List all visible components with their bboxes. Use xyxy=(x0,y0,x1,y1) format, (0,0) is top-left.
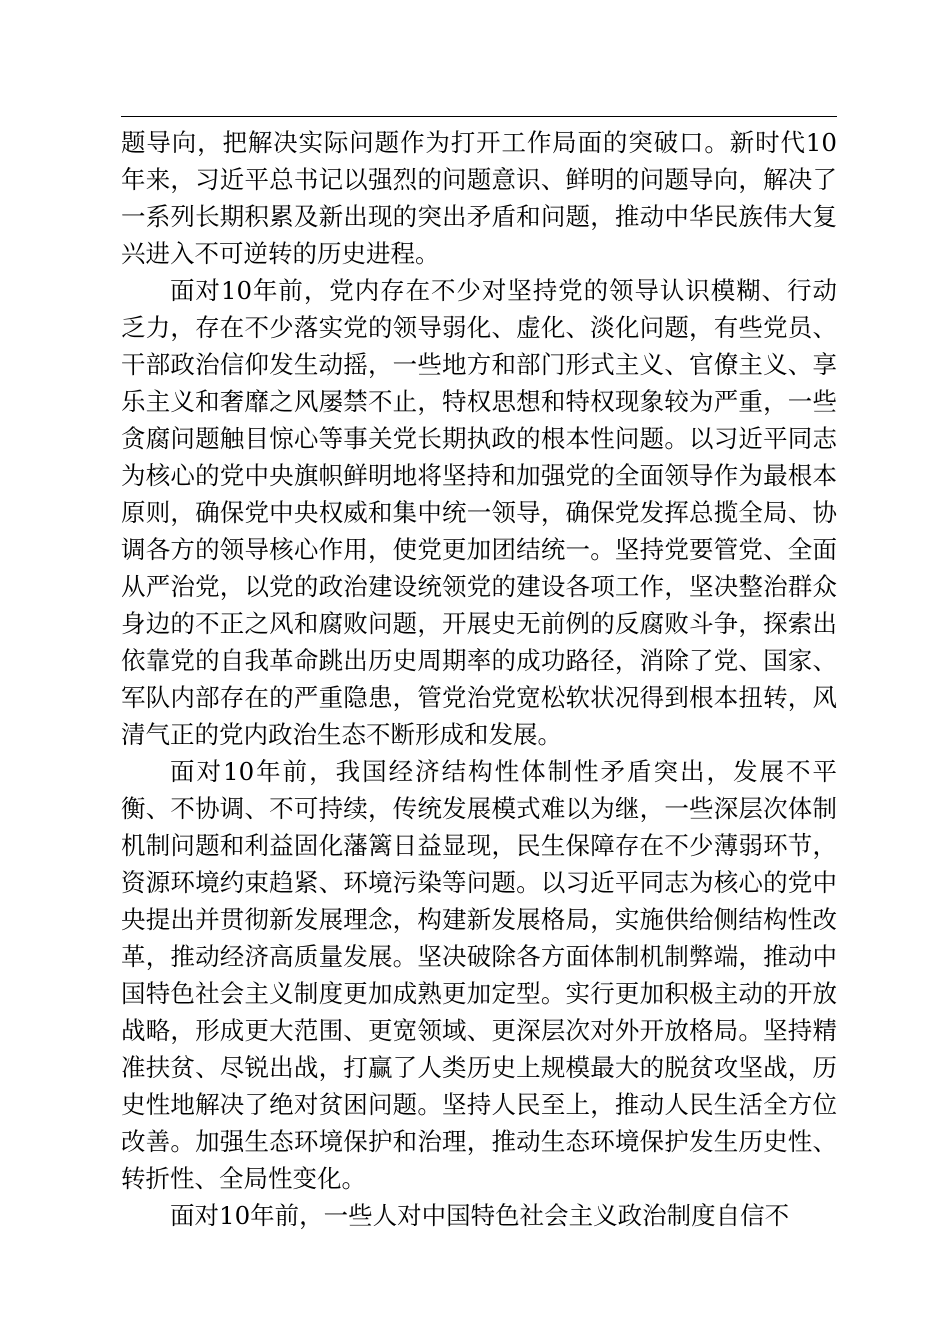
paragraph-continuation: 题导向，把解决实际问题作为打开工作局面的突破口。新时代10年来，习近平总书记以强烈的问题意识、鲜明的问题导向，解决了一系列长期积累及新出现的突出矛盾和问题，推动中华民族伟大复兴进入不可逆转的历史进程。 xyxy=(121,128,837,268)
paragraph-political-system: 面对10年前，一些人对中国特色社会主义政治制度自信不 xyxy=(170,1201,790,1230)
header-rule xyxy=(121,116,837,117)
paragraph-economy: 面对10年前，我国经济结构性体制性矛盾突出，发展不平衡、不协调、不可持续，传统发展模式难以为继，一些深层次体制机制问题和利益固化藩篱日益显现，民生保障存在不少薄弱环节，资源环境约束趋紧、环境污染等问题。以习近平同志为核心的党中央提出并贯彻新发展理念，构建新发展格局，实施供给侧结构性改革，推动经济高质量发展。坚决破除各方面体制机制弊端，推动中国特色社会主义制度更加成熟更加定型。实行更加积极主动的开放战略，形成更大范围、更宽领域、更深层次对外开放格局。坚持精准扶贫、尽锐出战，打赢了人类历史上规模最大的脱贫攻坚战，历史性地解决了绝对贫困问题。坚持人民至上，推动人民生活全方位改善。加强生态环境保护和治理，推动生态环境保护发生历史性、转折性、全局性变化。 xyxy=(121,757,837,1193)
body-text xyxy=(121,124,837,1234)
paragraph-party-leadership: 面对10年前，党内存在不少对坚持党的领导认识模糊、行动乏力，存在不少落实党的领导弱化、虚化、淡化问题，有些党员、干部政治信仰发生动摇，一些地方和部门形式主义、官僚主义、享乐主义和奢靡之风屡禁不止，特权思想和特权现象较为严重，一些贪腐问题触目惊心等事关党长期执政的根本性问题。以习近平同志为核心的党中央旗帜鲜明地将坚持和加强党的全面领导作为最根本原则，确保党中央权威和集中统一领导，确保党发挥总揽全局、协调各方的领导核心作用，使党更加团结统一。坚持党要管党、全面从严治党，以党的政治建设统领党的建设各项工作，坚决整治群众身边的不正之风和腐败问题，开展史无前例的反腐败斗争，探索出依靠党的自我革命跳出历史周期率的成功路径，消除了党、国家、军队内部存在的严重隐患，管党治党宽松软状况得到根本扭转，风清气正的党内政治生态不断形成和发展。 xyxy=(121,276,837,749)
